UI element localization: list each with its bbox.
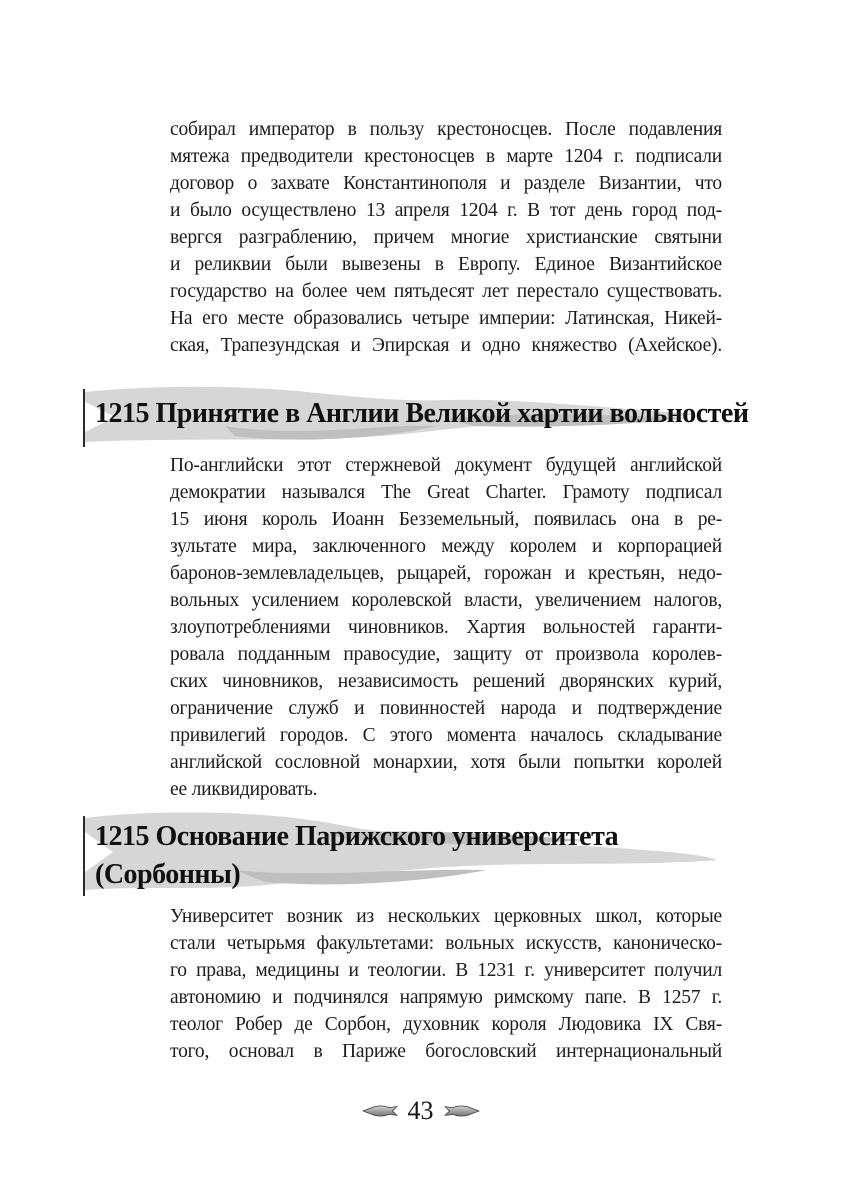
text-line: злоупотреблениями чиновников. Хартия вольностей гаранти-	[170, 617, 722, 638]
text-line: Университет возник из нескольких церковных школ, которые	[170, 906, 722, 927]
page-footer	[0, 1096, 841, 1126]
text-line: собирал император в пользу крестоносцев. После подавления	[170, 119, 722, 140]
text-line: ских чиновников, независимость решений дворянских курий,	[170, 671, 722, 692]
text-line: и было осуществлено 13 апреля 1204 г. В тот день город под-	[170, 200, 722, 221]
text-line: демократии назывался The Great Charter. Грамоту подписал	[170, 482, 722, 503]
text-line: вергся разграблению, причем многие христианские святыни	[170, 227, 722, 248]
text-line: ровала подданным правосудие, защиту от произвола королев-	[170, 644, 722, 665]
text-line: вольных усилением королевской власти, увеличением налогов,	[170, 590, 722, 611]
left-arrow-icon	[362, 1104, 398, 1118]
text-line: теолог Робер де Сорбон, духовник короля Людовика IX Свя-	[170, 1014, 722, 1035]
text-line: того, основал в Париже богословский интернациональный	[170, 1041, 722, 1062]
text-line: мятежа предводители крестоносцев в марте 1204 г. подписали	[170, 146, 722, 167]
text-line: привилегий городов. С этого момента началось складывание	[170, 725, 722, 746]
heading-text	[95, 818, 618, 894]
text-line: го права, медицины и теологии. В 1231 г. университет получил	[170, 960, 722, 981]
paragraph-sorbonne	[170, 903, 722, 1065]
text-line: 15 июня король Иоанн Безземельный, появилась она в ре-	[170, 509, 722, 530]
text-line: автономию и подчинялся напрямую римскому папе. В 1257 г.	[170, 987, 722, 1008]
text-line: ская, Трапезундская и Эпирская и одно княжество (Ахейское).	[170, 335, 722, 356]
text-line: ограничение служб и повинностей народа и подтверждение	[170, 698, 722, 719]
text-line: английской сословной монархии, хотя были попытки королей	[170, 752, 722, 773]
text-line: ее ликвидировать.	[170, 779, 318, 800]
paragraph-byzantium	[170, 116, 722, 359]
flag-pole	[83, 816, 85, 896]
heading-sorbonne	[83, 810, 738, 898]
text-line: баронов-землевладельцев, рыцарей, горожан и крестьян, недо-	[170, 563, 722, 584]
right-arrow-icon	[444, 1104, 480, 1118]
text-line: зультате мира, заключенного между королем и корпорацией	[170, 536, 722, 557]
text-line: государство на более чем пятьдесят лет перестало существовать.	[170, 281, 722, 302]
text-line: На его месте образовались четыре империи: Латинская, Никей-	[170, 308, 722, 329]
text-line: (Сорбонны)	[95, 859, 241, 890]
page-number: 43	[407, 1096, 434, 1125]
text-line: стали четырьмя факультетами: вольных искусств, каноническо-	[170, 933, 722, 954]
heading-text	[95, 395, 748, 433]
text-line: договор о захвате Константинополя и разделе Византии, что	[170, 173, 722, 194]
text-line: 1215 Основание Парижского университета	[95, 821, 619, 852]
text-line: 1215 Принятие в Англии Великой хартии вольностей	[95, 398, 749, 429]
flag-pole	[83, 389, 85, 447]
heading-magna-carta	[83, 386, 749, 448]
text-line: По-английски этот стержневой документ будущей английской	[170, 455, 722, 476]
text-line: и реликвии были вывезены в Европу. Единое Византийское	[170, 254, 722, 275]
paragraph-magna-carta	[170, 452, 722, 803]
